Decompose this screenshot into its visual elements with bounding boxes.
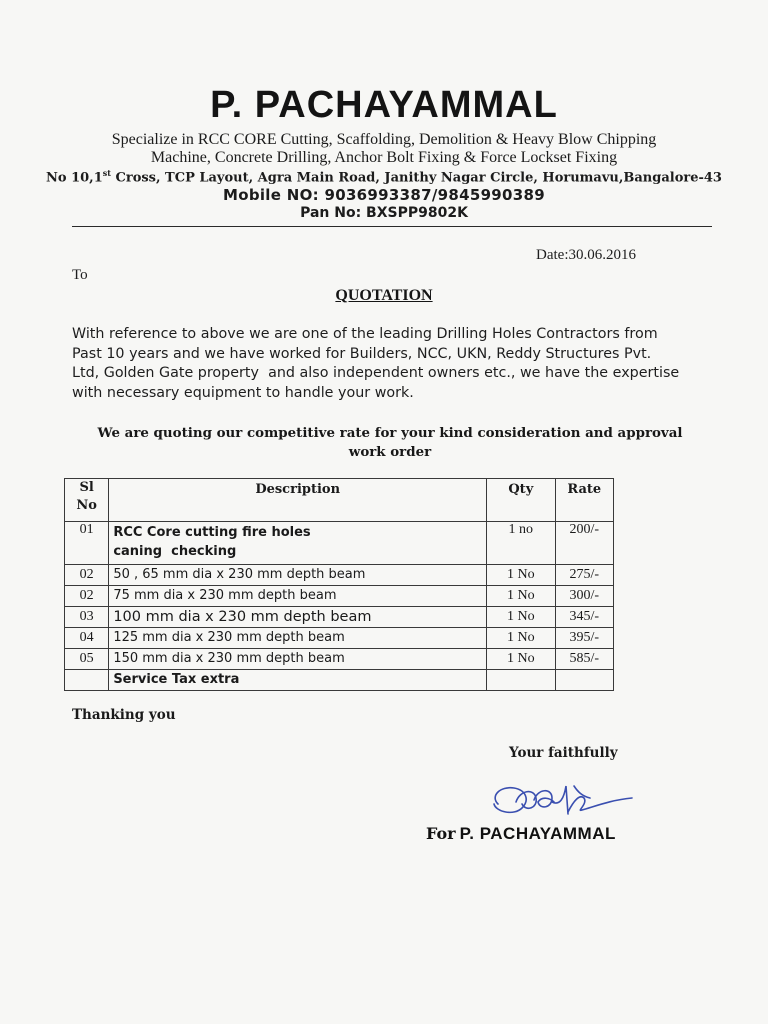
row-sl: 02 [65, 586, 109, 607]
row-qty: 1 no [487, 522, 555, 565]
row-description: 50 , 65 mm dia x 230 mm depth beam [109, 565, 487, 586]
addressee-to: To [72, 267, 88, 283]
rate-table [64, 478, 614, 691]
row-rate: 345/- [555, 607, 613, 628]
intro-line: with necessary equipment to handle your work. [72, 384, 414, 401]
row-description: 150 mm dia x 230 mm depth beam [109, 649, 487, 670]
specialization-line-1: Specialize in RCC CORE Cutting, Scaffolding, Demolition & Heavy Blow Chipping [111, 131, 657, 148]
header-no: No [76, 498, 97, 513]
intro-line: Ltd, Golden Gate property and also independent owners etc., we have the expertise [72, 365, 680, 382]
signature-strokes [494, 786, 632, 814]
company-name: P. PACHAYAMMAL [210, 84, 558, 126]
company-address [0, 168, 768, 185]
address-rest: Cross, TCP Layout, Agra Main Road, Janithy Nagar Circle, Horumavu,Bangalore-43 [110, 170, 722, 186]
address-prefix: No 10,1 [46, 170, 103, 186]
thanking-you: Thanking you [72, 707, 176, 723]
row-description: 100 mm dia x 230 mm depth beam [109, 607, 487, 628]
intro-line: With reference to above we are one of the leading Drilling Holes Contractors from [72, 326, 658, 342]
table-row [65, 670, 614, 691]
row-sl [65, 670, 109, 691]
letter-date: Date:30.06.2016 [536, 247, 636, 263]
row-qty: 1 No [487, 565, 555, 586]
row-description: 125 mm dia x 230 mm depth beam [109, 628, 487, 649]
header-divider [72, 226, 712, 227]
row-sl: 05 [65, 649, 109, 670]
quotation-heading: QUOTATION [335, 287, 433, 304]
row-sl: 04 [65, 628, 109, 649]
row-rate: 200/- [555, 522, 613, 565]
row-sl: 01 [65, 522, 109, 565]
table-row [65, 649, 614, 670]
table-header-row [65, 479, 614, 522]
header-qty: Qty [487, 479, 555, 522]
row-rate: 395/- [555, 628, 613, 649]
yours-faithfully: Your faithfully [509, 745, 618, 761]
table-row [65, 522, 614, 565]
row-qty: 1 No [487, 628, 555, 649]
table-row [65, 607, 614, 628]
header-sl: Sl [79, 480, 94, 495]
mobile-number: Mobile NO: 9036993387/9845990389 [223, 186, 545, 204]
row-description-line: RCC Core cutting fire holes [113, 525, 311, 540]
row-description: Service Tax extra [109, 670, 487, 691]
row-sl: 03 [65, 607, 109, 628]
row-qty: 1 No [487, 649, 555, 670]
row-rate: 585/- [555, 649, 613, 670]
specialization-line-2: Machine, Concrete Drilling, Anchor Bolt Fixing & Force Lockset Fixing [150, 149, 618, 166]
row-qty: 1 No [487, 607, 555, 628]
row-rate [555, 670, 613, 691]
intro-line: Past 10 years and we have worked for Builders, NCC, UKN, Reddy Structures Pvt. [72, 345, 652, 362]
header-sl-no [65, 479, 109, 522]
table-row [65, 565, 614, 586]
row-rate: 300/- [555, 586, 613, 607]
row-sl: 02 [65, 565, 109, 586]
row-qty: 1 No [487, 586, 555, 607]
header-rate: Rate [555, 479, 613, 522]
row-qty [487, 670, 555, 691]
row-description [109, 522, 487, 565]
quoting-statement [60, 424, 720, 461]
quoting-line: work order [348, 443, 432, 460]
signature [486, 776, 636, 826]
intro-paragraph [72, 325, 712, 403]
signatory-name: P. PACHAYAMMAL [459, 824, 616, 843]
row-rate: 275/- [555, 565, 613, 586]
row-description-line: caning checking [113, 544, 237, 559]
table-row [65, 628, 614, 649]
header-description: Description [109, 479, 487, 522]
row-description: 75 mm dia x 230 mm depth beam [109, 586, 487, 607]
table-row [65, 586, 614, 607]
signatory-line [426, 824, 616, 844]
address-superscript: st [102, 168, 111, 178]
pan-number: Pan No: BXSPP9802K [300, 205, 468, 221]
quoting-line: We are quoting our competitive rate for your kind consideration and approval [97, 425, 683, 441]
for-prefix: For [426, 824, 456, 843]
